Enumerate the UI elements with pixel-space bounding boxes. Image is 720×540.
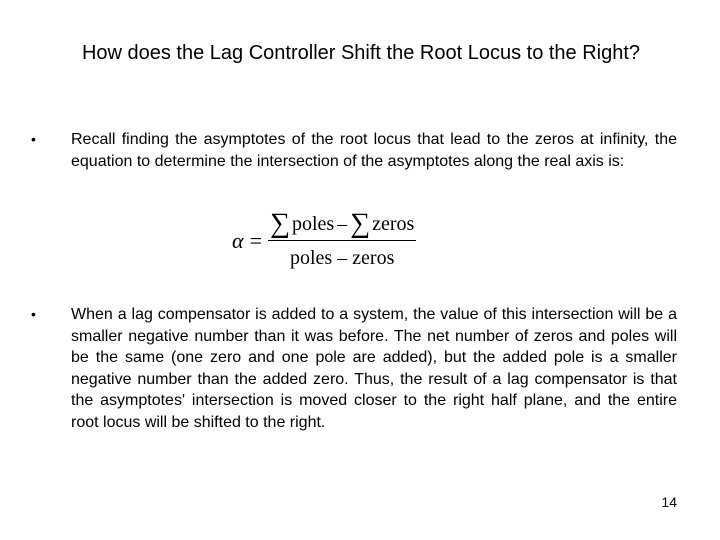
numerator-minus: – (337, 212, 348, 235)
bullet-marker: • (31, 306, 36, 322)
bullet-item-asymptotes (30, 129, 677, 172)
numerator-term-zeros: zeros (372, 212, 415, 235)
bullet-text: When a lag compensator is added to a system, the value of this intersection will be a smaller negative number than it was before. The net number of zeros and poles will be the same (one zero and one pole are added), but the added pole is a smaller negative number than the added zero. Thus, the result of a lag compensator is that the asymptotes' intersection is moved closer to the right half plane, and the entire root locus will be shifted to the right. (71, 306, 677, 431)
page-number: 14 (661, 494, 677, 510)
slide-title: How does the Lag Controller Shift the Root Locus to the Right? (81, 42, 641, 64)
numerator-term-poles: poles (291, 212, 335, 235)
formula-denominator: poles – zeros (289, 247, 395, 270)
bullet-text: Recall finding the asymptotes of the root locus that lead to the zeros at infinity, the equation to determine the intersection of the asymptotes along the real axis is: (71, 131, 677, 170)
formula-equals: = (249, 228, 262, 253)
formula-alpha: α (232, 228, 244, 253)
formula-numerator (268, 207, 416, 240)
bullet-item-lag-compensator (30, 304, 677, 433)
bullet-row (30, 304, 677, 433)
bullet-row (30, 129, 677, 172)
bullet-marker: • (31, 131, 36, 147)
asymptote-intersection-formula (232, 208, 416, 274)
sum-symbol: ∑ (269, 207, 290, 239)
sum-symbol-second: ∑ (350, 207, 371, 239)
formula-fraction (268, 207, 416, 271)
